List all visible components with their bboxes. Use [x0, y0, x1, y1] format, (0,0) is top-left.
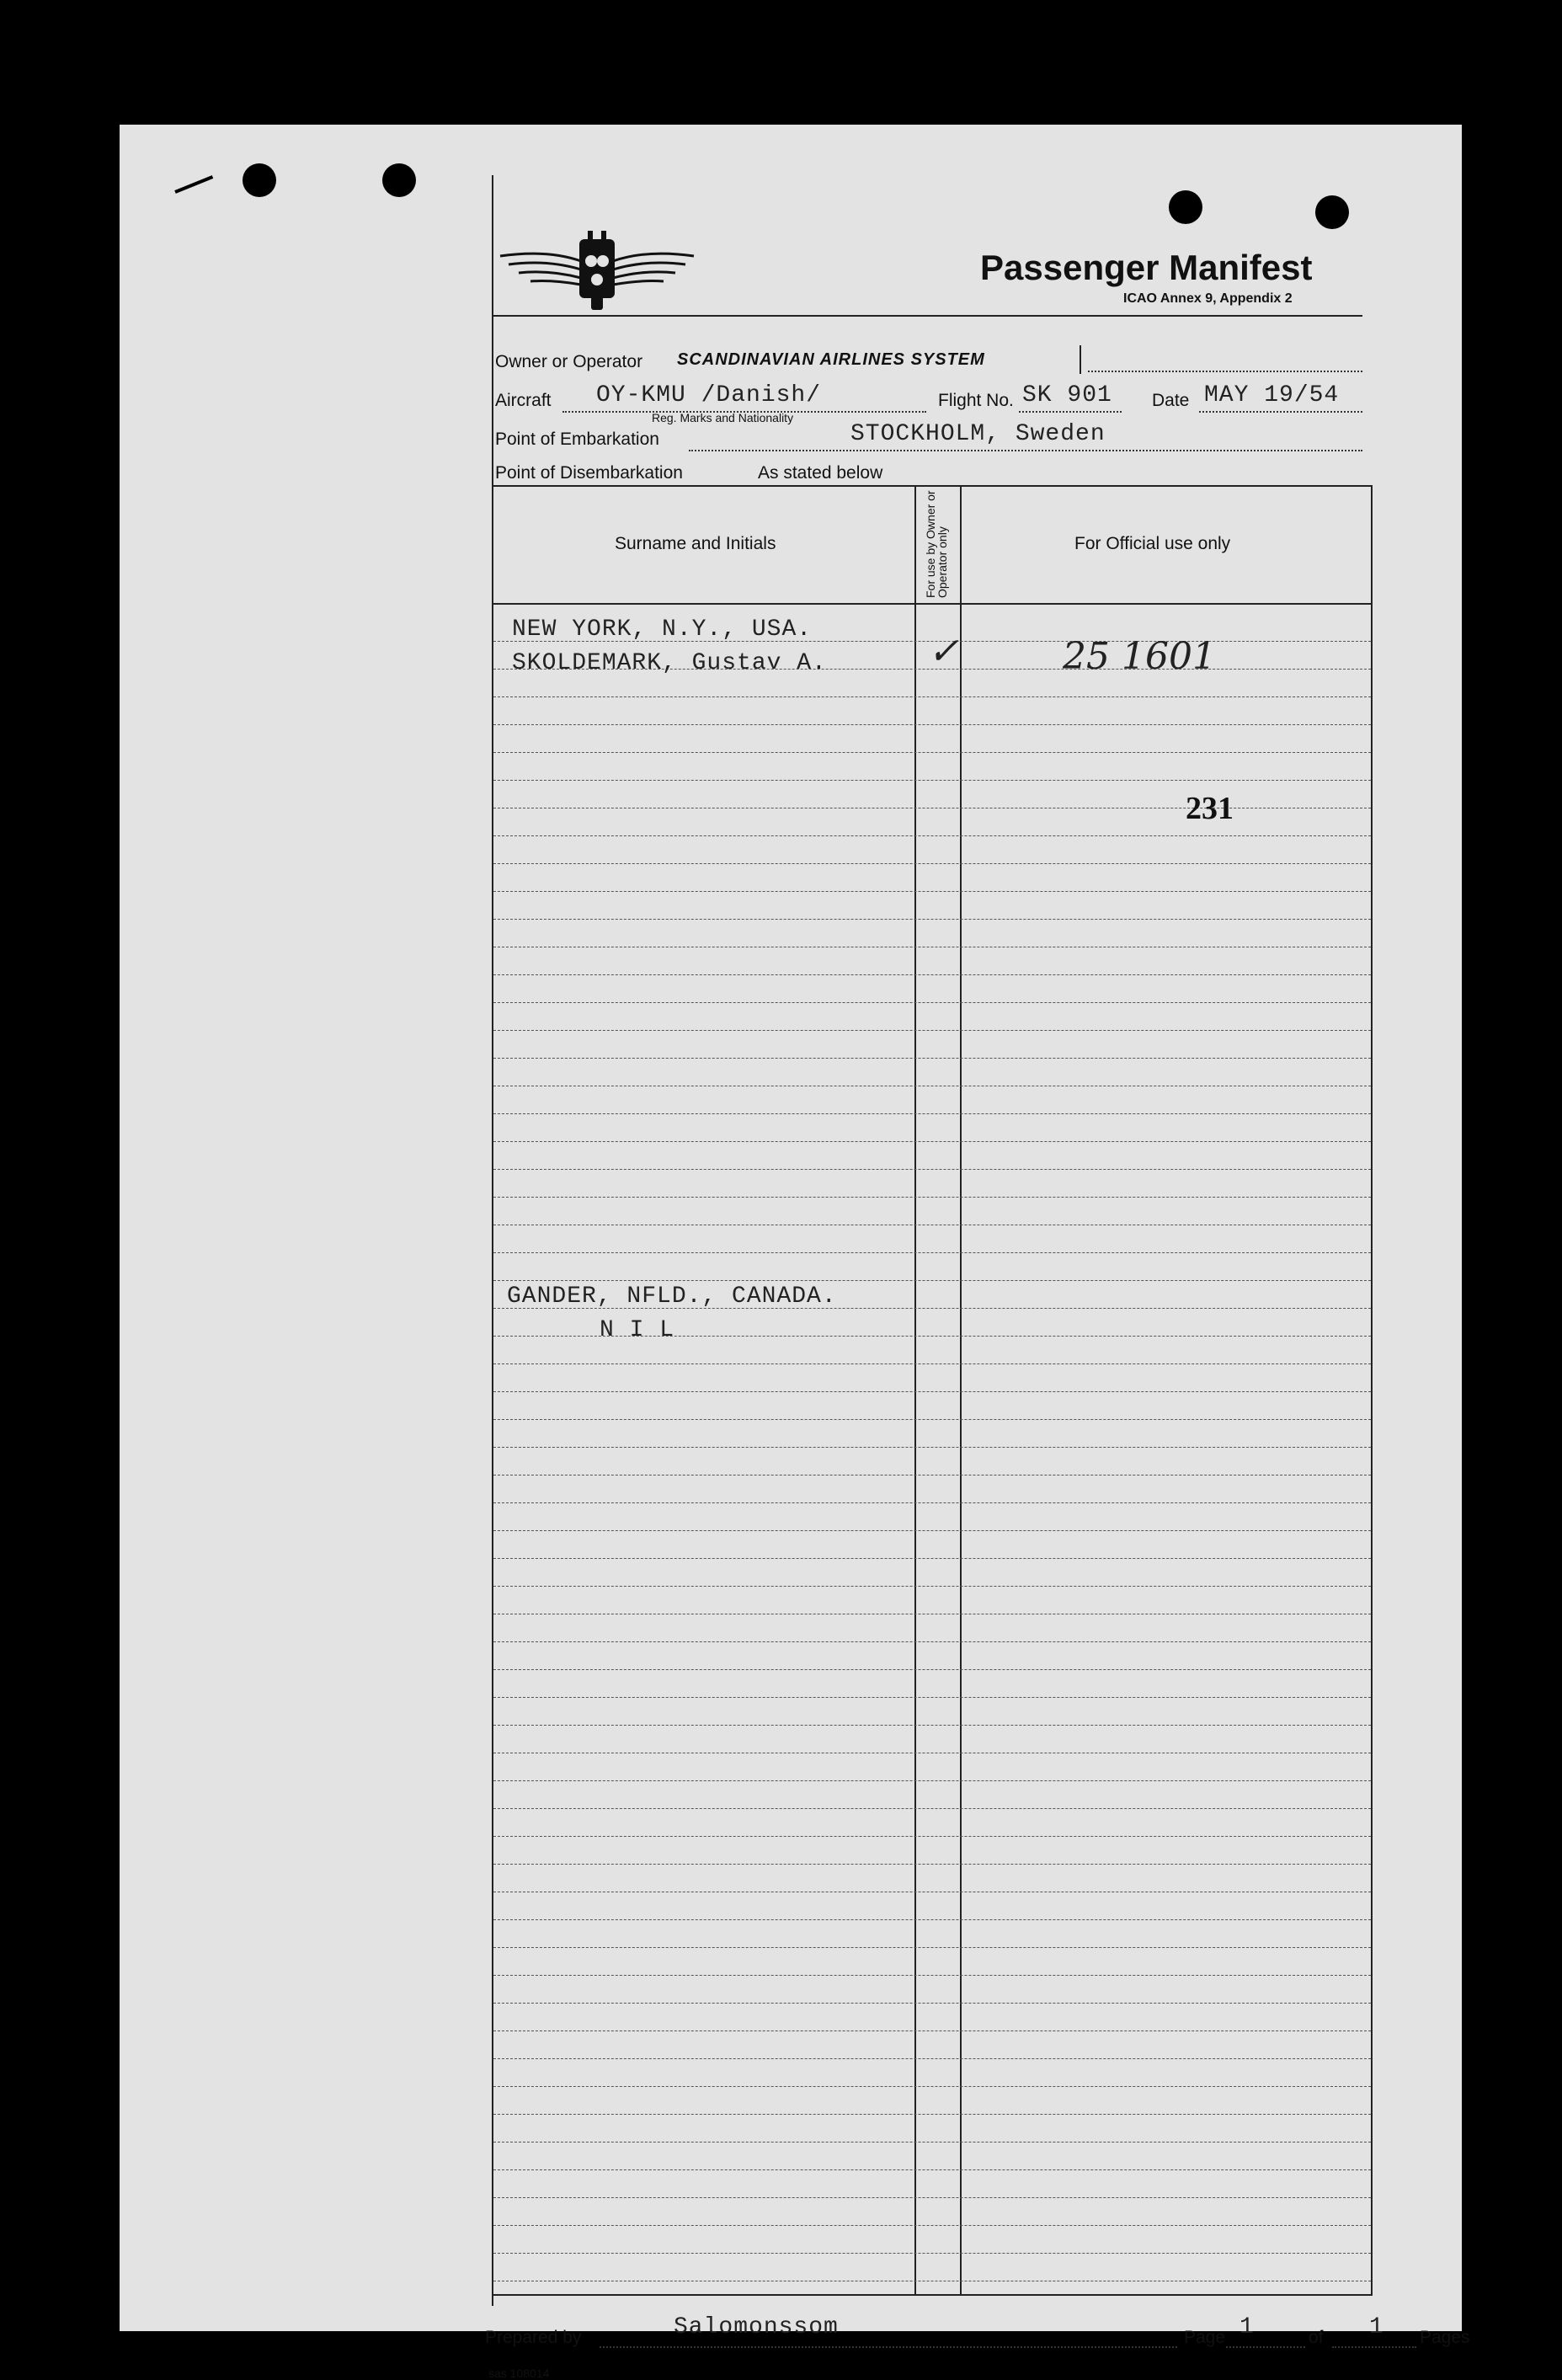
table-row-rule	[493, 1946, 1371, 1948]
form-code: sas 108014	[488, 2367, 550, 2380]
owner-dotted-line	[1088, 371, 1362, 372]
airline-wings-logo	[497, 231, 697, 312]
check-mark: ✓	[928, 630, 959, 673]
table-row-rule	[493, 862, 1371, 864]
of-value: 1	[1369, 2314, 1384, 2340]
punch-hole	[1169, 190, 1202, 224]
table-row-rule	[493, 779, 1371, 781]
col-divider-2	[960, 485, 962, 2294]
form-title: Passenger Manifest	[980, 248, 1313, 287]
owner-label: Owner or Operator	[495, 352, 643, 371]
frame-left	[492, 175, 493, 2306]
manifest-sheet	[120, 125, 1470, 2380]
passenger-1: SKOLDEMARK, Gustav A.	[512, 650, 827, 676]
page-label: Page	[1184, 2328, 1226, 2347]
table-row-rule	[493, 1279, 1371, 1281]
table-row-rule	[493, 1891, 1371, 1892]
pen-mark	[174, 175, 213, 194]
table-row-rule	[493, 1835, 1371, 1837]
prepared-dotted-line	[600, 2346, 1177, 2348]
destination-1: NEW YORK, N.Y., USA.	[512, 616, 813, 643]
table-row-rule	[493, 1780, 1371, 1781]
table-row-rule	[493, 2196, 1371, 2198]
table-row-rule	[493, 1696, 1371, 1698]
table-row-rule	[493, 1251, 1371, 1253]
date-dotted-line	[1199, 411, 1362, 413]
table-row-rule	[493, 723, 1371, 725]
table-row-rule	[493, 2113, 1371, 2115]
table-row-rule	[493, 1029, 1371, 1031]
flight-label: Flight No.	[938, 391, 1014, 410]
table-row-rule	[493, 2002, 1371, 2004]
aircraft-label: Aircraft	[495, 391, 552, 410]
page-value: 1	[1239, 2314, 1255, 2340]
table-row-rule	[493, 1863, 1371, 1865]
embark-dotted-line	[689, 450, 1362, 451]
table-row-rule	[493, 1974, 1371, 1976]
table-row-rule	[493, 2030, 1371, 2031]
table-row-rule	[493, 2085, 1371, 2087]
table-row-rule	[493, 1390, 1371, 1392]
embark-value: STOCKHOLM, Sweden	[850, 421, 1106, 447]
table-row-rule	[493, 1446, 1371, 1448]
table-row-rule	[493, 2169, 1371, 2170]
table-row-rule	[493, 1196, 1371, 1198]
table-row-rule	[493, 974, 1371, 975]
table-row-rule	[493, 890, 1371, 892]
table-row-rule	[493, 1668, 1371, 1670]
disembark-value: As stated below	[758, 463, 883, 483]
official-note: 25 1601	[1063, 635, 1216, 678]
table-row-rule	[493, 1140, 1371, 1142]
aircraft-value: OY-KMU /Danish/	[596, 382, 822, 408]
punch-hole	[243, 163, 276, 197]
table-row-rule	[493, 807, 1371, 808]
flight-value: SK 901	[1022, 382, 1112, 408]
frame-right	[1371, 485, 1373, 2294]
page-dotted-line	[1226, 2346, 1305, 2348]
table-row-rule	[493, 1557, 1371, 1559]
table-row-rule	[493, 1474, 1371, 1475]
col-divider-1	[914, 485, 916, 2294]
date-value: MAY 19/54	[1204, 382, 1340, 408]
table-row-rule	[493, 696, 1371, 697]
col-header-operator: For use by Owner or Operator only	[924, 490, 949, 598]
table-row-rule	[493, 1613, 1371, 1614]
table-row-rule	[493, 2141, 1371, 2143]
table-row-rule	[493, 1752, 1371, 1753]
table-row-rule	[493, 751, 1371, 753]
of-dotted-line	[1332, 2346, 1416, 2348]
disembark-label: Point of Disembarkation	[495, 463, 683, 483]
date-label: Date	[1152, 391, 1190, 410]
prepared-label: Prepared by	[485, 2328, 582, 2347]
of-label: of	[1309, 2328, 1324, 2347]
table-row-rule	[493, 2280, 1371, 2281]
table-row-rule	[493, 1113, 1371, 1114]
destination-2: GANDER, NFLD., CANADA.	[507, 1283, 837, 1310]
table-row-rule	[493, 1001, 1371, 1003]
table-row-rule	[493, 835, 1371, 836]
owner-value: SCANDINAVIAN AIRLINES SYSTEM	[677, 350, 985, 369]
table-row-rule	[493, 1502, 1371, 1503]
col-header-official: For Official use only	[1074, 534, 1231, 553]
table-row-rule	[493, 946, 1371, 947]
table-row-rule	[493, 2224, 1371, 2226]
owner-slash	[1080, 345, 1081, 374]
table-row-rule	[493, 1418, 1371, 1420]
punch-hole	[1315, 195, 1349, 229]
table-row-rule	[493, 2057, 1371, 2059]
table-row-rule	[493, 918, 1371, 920]
table-row-rule	[493, 1363, 1371, 1364]
stamp-number: 231	[1186, 791, 1234, 826]
table-row-rule	[493, 1918, 1371, 1920]
table-row-rule	[493, 1224, 1371, 1225]
flight-dotted-line	[1019, 411, 1122, 413]
table-row-rule	[493, 1529, 1371, 1531]
table-row-rule	[493, 1085, 1371, 1086]
table-row-rule	[493, 1807, 1371, 1809]
table-row-rule	[493, 1168, 1371, 1170]
table-row-rule	[493, 2252, 1371, 2254]
reg-caption: Reg. Marks and Nationality	[652, 411, 794, 424]
punch-hole	[382, 163, 416, 197]
table-row-rule	[493, 1641, 1371, 1642]
embark-label: Point of Embarkation	[495, 430, 659, 449]
table-row-rule	[493, 1585, 1371, 1587]
table-bottom-rule	[492, 2294, 1373, 2296]
table-header-rule	[492, 603, 1373, 605]
form-subtitle: ICAO Annex 9, Appendix 2	[1123, 291, 1293, 306]
passenger-2: N I L	[600, 1317, 675, 1343]
header-rule	[492, 315, 1362, 317]
col-header-surname: Surname and Initials	[615, 534, 776, 553]
pages-label: Pages	[1420, 2328, 1470, 2347]
table-row-rule	[493, 1724, 1371, 1726]
prepared-value: Salomonssom	[674, 2314, 839, 2340]
table-row-rule	[493, 1057, 1371, 1059]
